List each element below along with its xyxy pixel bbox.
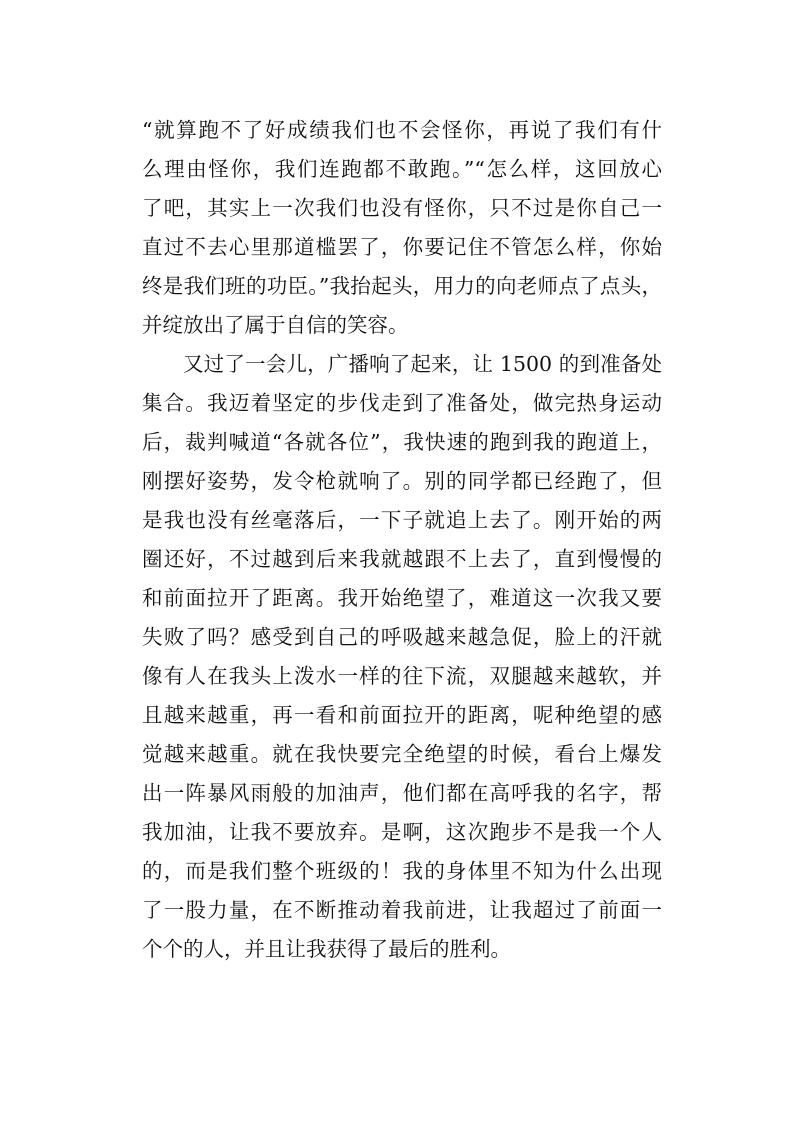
paragraph-race (142, 345, 662, 969)
text-line: 失败了吗？感受到自己的呼吸越来越急促，脸上的汗就 (142, 625, 662, 649)
text-line: 圈还好，不过越到后来我就越跟不上去了，直到慢慢的 (142, 547, 662, 571)
text-line: 是我也没有丝毫落后，一下子就追上去了。刚开始的两 (142, 508, 662, 532)
text-line: 并绽放出了属于自信的笑容。 (142, 313, 409, 337)
text-line: 终是我们班的功臣。”我抬起头，用力的向老师点了点头， (142, 274, 662, 298)
text-line: 直过不去心里那道槛罢了，你要记住不管怎么样，你始 (142, 235, 662, 259)
text-line: 刚摆好姿势，发令枪就响了。别的同学都已经跑了，但 (142, 469, 662, 493)
text-line: 后，裁判喊道“各就各位”，我快速的跑到我的跑道上， (142, 430, 662, 454)
text-line: 我加油，让我不要放弃。是啊，这次跑步不是我一个人 (142, 820, 662, 844)
document-body (142, 111, 662, 969)
text-line: 集合。我迈着坚定的步伐走到了准备处，做完热身运动 (142, 391, 662, 415)
text-line: 觉越来越重。就在我快要完全绝望的时候，看台上爆发 (142, 742, 662, 766)
text-line: 像有人在我头上泼水一样的往下流，双腿越来越软，并 (142, 664, 662, 688)
text-line: “就算跑不了好成绩我们也不会怪你，再说了我们有什 (142, 118, 662, 142)
text-line: 了吧，其实上一次我们也没有怪你，只不过是你自己一 (142, 196, 662, 220)
text-line: 的，而是我们整个班级的！我的身体里不知为什么出现 (142, 859, 662, 883)
text-line: 又过了一会儿，广播响了起来，让 1500 的到准备处 (183, 352, 662, 376)
text-line: 么理由怪你，我们连跑都不敢跑。”“怎么样，这回放心 (142, 157, 662, 181)
text-line: 了一股力量，在不断推动着我前进，让我超过了前面一 (142, 898, 662, 922)
text-line: 且越来越重，再一看和前面拉开的距离，呢种绝望的感 (142, 703, 662, 727)
text-line: 和前面拉开了距离。我开始绝望了，难道这一次我又要 (142, 586, 662, 610)
paragraph-dialogue (142, 111, 662, 345)
text-line: 出一阵暴风雨般的加油声，他们都在高呼我的名字，帮 (142, 781, 662, 805)
text-line: 个个的人，并且让我获得了最后的胜利。 (142, 937, 511, 961)
